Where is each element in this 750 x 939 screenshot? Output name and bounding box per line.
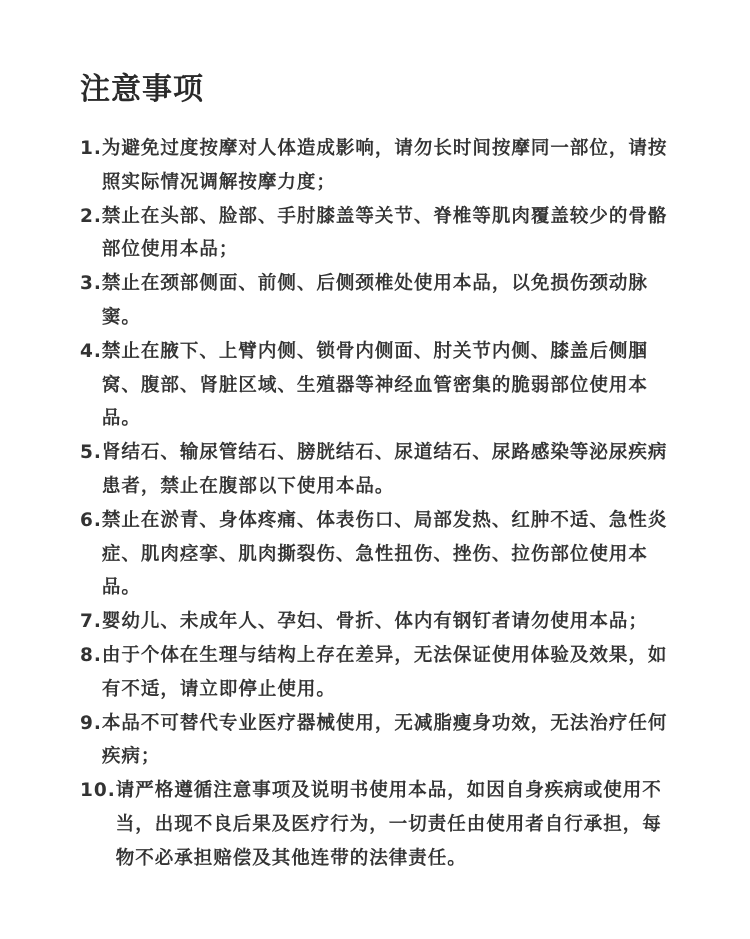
note-item bbox=[80, 436, 680, 504]
page-title: 注意事项 bbox=[80, 72, 204, 107]
note-text: 为避免过度按摩对人体造成影响，请勿长时间按摩同一部位，请按照实际情况调解按摩力度； bbox=[101, 138, 668, 193]
note-number: 2. bbox=[80, 205, 102, 227]
note-text: 由于个体在生理与结构上存在差异，无法保证使用体验及效果，如有不适，请立即停止使用。 bbox=[101, 644, 668, 700]
note-text: 禁止在头部、脸部、手肘膝盖等关节、脊椎等肌肉覆盖较少的骨骼部位使用本品； bbox=[101, 205, 668, 261]
note-number: 1. bbox=[80, 138, 102, 159]
note-number: 7. bbox=[80, 611, 102, 633]
note-number: 4. bbox=[80, 340, 102, 362]
note-number: 5. bbox=[80, 442, 102, 464]
notes-list bbox=[80, 132, 680, 876]
note-item bbox=[80, 504, 680, 605]
note-item bbox=[80, 774, 680, 875]
note-text: 请严格遵循注意事项及说明书使用本品，如因自身疾病或使用不当，出现不良后果及医疗行为，一切责任由使用者自行承担，每物不必承担赔偿及其他连带的法律责任。 bbox=[115, 780, 662, 869]
note-number: 10. bbox=[80, 780, 116, 802]
note-text: 禁止在腋下、上臂内侧、锁骨内侧面、肘关节内侧、膝盖后侧腘窝、腹部、肾脏区域、生殖器等神经血管密集的脆弱部位使用本品。 bbox=[101, 340, 648, 430]
note-text: 禁止在淤青、身体疼痛、体表伤口、局部发热、红肿不适、急性炎症、肌肉痉挛、肌肉撕裂伤、急性扭伤、挫伤、拉伤部位使用本品。 bbox=[101, 509, 668, 599]
note-item bbox=[80, 639, 680, 707]
note-number: 3. bbox=[80, 273, 102, 295]
note-item bbox=[80, 335, 680, 436]
note-item bbox=[80, 707, 680, 775]
note-text: 肾结石、输尿管结石、膀胱结石、尿道结石、尿路感染等泌尿疾病患者，禁止在腹部以下使用本品。 bbox=[101, 442, 668, 497]
note-text: 婴幼儿、未成年人、孕妇、骨折、体内有钢钉者请勿使用本品； bbox=[101, 611, 648, 633]
note-item bbox=[80, 132, 680, 200]
note-item bbox=[80, 267, 680, 335]
note-item bbox=[80, 605, 680, 639]
note-number: 9. bbox=[80, 712, 102, 734]
note-number: 8. bbox=[80, 644, 102, 666]
note-text: 本品不可替代专业医疗器械使用，无减脂瘦身功效，无法治疗任何疾病； bbox=[101, 712, 668, 768]
note-item bbox=[80, 200, 680, 268]
note-text: 禁止在颈部侧面、前侧、后侧颈椎处使用本品，以免损伤颈动脉窦。 bbox=[101, 273, 648, 328]
note-number: 6. bbox=[80, 509, 102, 531]
